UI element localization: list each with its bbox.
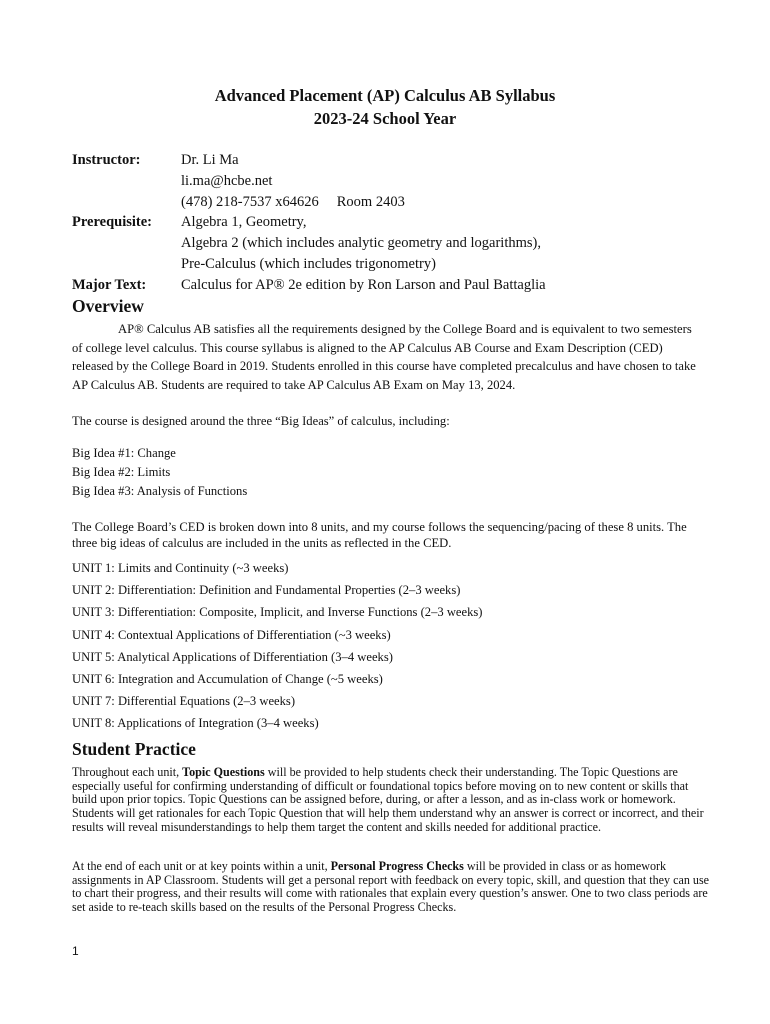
unit-item: UNIT 8: Applications of Integration (3–4 weeks): [72, 716, 319, 730]
school-year: 2023-24 School Year: [313, 109, 457, 128]
page-number: 1: [72, 944, 79, 958]
paragraph-text: Throughout each unit,: [72, 765, 183, 779]
major-text-label: Major Text:: [72, 277, 147, 293]
unit-item: UNIT 7: Differential Equations (2–3 weeks): [72, 694, 296, 708]
instructor-email: li.ma@hcbe.net: [181, 173, 273, 189]
instructor-name: Dr. Li Ma: [181, 152, 239, 168]
unit-item: UNIT 5: Analytical Applications of Differentiation (3–4 weeks): [72, 650, 393, 664]
unit-item: UNIT 1: Limits and Continuity (~3 weeks): [72, 561, 289, 575]
paragraph-text: At the end of each unit or at key points within a unit,: [72, 859, 331, 873]
progress-checks-paragraph: [72, 860, 712, 915]
prerequisite-line: Algebra 2 (which includes analytic geometry and logarithms),: [181, 235, 541, 251]
progress-checks-term: Personal Progress Checks: [330, 859, 464, 873]
topic-questions-paragraph: [72, 766, 712, 835]
prerequisite-line: Algebra 1, Geometry,: [181, 214, 307, 230]
ced-paragraph: The College Board’s CED is broken down into 8 units, and my course follows the sequencing/pacing of these 8 units. The three big ideas of calculus are included in the units as reflected in the CED.: [72, 520, 687, 550]
topic-questions-term: Topic Questions: [182, 765, 265, 779]
instructor-contact: [181, 194, 405, 211]
instructor-label: Instructor:: [72, 152, 141, 168]
big-ideas-intro: The course is designed around the three “Big Ideas” of calculus, including:: [72, 414, 450, 428]
instructor-phone: (478) 218-7537 x64626: [181, 194, 319, 210]
unit-item: UNIT 4: Contextual Applications of Differentiation (~3 weeks): [72, 628, 391, 642]
unit-item: UNIT 2: Differentiation: Definition and Fundamental Properties (2–3 weeks): [72, 583, 461, 597]
overview-paragraph: [72, 320, 698, 394]
major-text-value: Calculus for AP® 2e edition by Ron Larson and Paul Battaglia: [181, 277, 546, 293]
paragraph-text: will be provided to help students check their understanding. The Topic Questions are especially useful for confirming understanding of difficult or foundational topics before moving on to new content or skills that build upon prior topics. Topic Questions can be assigned before, during, or after a lesson, and as in-class work or homework. Students will get rationales for each Topic Question that will help them understand why an answer is correct or incorrect, and their results will reveal misunderstandings to help them target the content and skills needed for additional practice.: [72, 765, 704, 834]
prerequisite-line: Pre-Calculus (which includes trigonometry): [181, 256, 436, 272]
document-title: Advanced Placement (AP) Calculus AB Syllabus: [214, 86, 556, 105]
student-practice-heading: Student Practice: [72, 739, 196, 759]
unit-item: UNIT 6: Integration and Accumulation of Change (~5 weeks): [72, 672, 383, 686]
paragraph-text: will be provided in class or as homework assignments in AP Classroom. Students will get a personal report with feedback on every topic, skill, and question that they can use to chart their progress, and their results will come with rationales that explain every question’s answer. One to two class periods are set aside to re-teach skills based on the results of the Personal Progress Checks.: [72, 859, 710, 915]
big-idea-item: Big Idea #3: Analysis of Functions: [72, 484, 248, 498]
overview-heading: Overview: [72, 296, 144, 316]
overview-text: AP® Calculus AB satisfies all the requirements designed by the College Board and is equivalent to two semesters of college level calculus. This course syllabus is aligned to the AP Calculus AB Course and Exam Description (CED) released by the College Board in 2019. Students enrolled in this course have completed precalculus and have chosen to take AP Calculus AB. Students are required to take AP Calculus AB Exam on May 13, 2024.: [72, 322, 696, 392]
prerequisite-label: Prerequisite:: [72, 214, 152, 230]
instructor-room: Room 2403: [336, 194, 405, 210]
big-idea-item: Big Idea #2: Limits: [72, 465, 171, 479]
big-idea-item: Big Idea #1: Change: [72, 446, 176, 460]
unit-item: UNIT 3: Differentiation: Composite, Implicit, and Inverse Functions (2–3 weeks): [72, 605, 483, 619]
